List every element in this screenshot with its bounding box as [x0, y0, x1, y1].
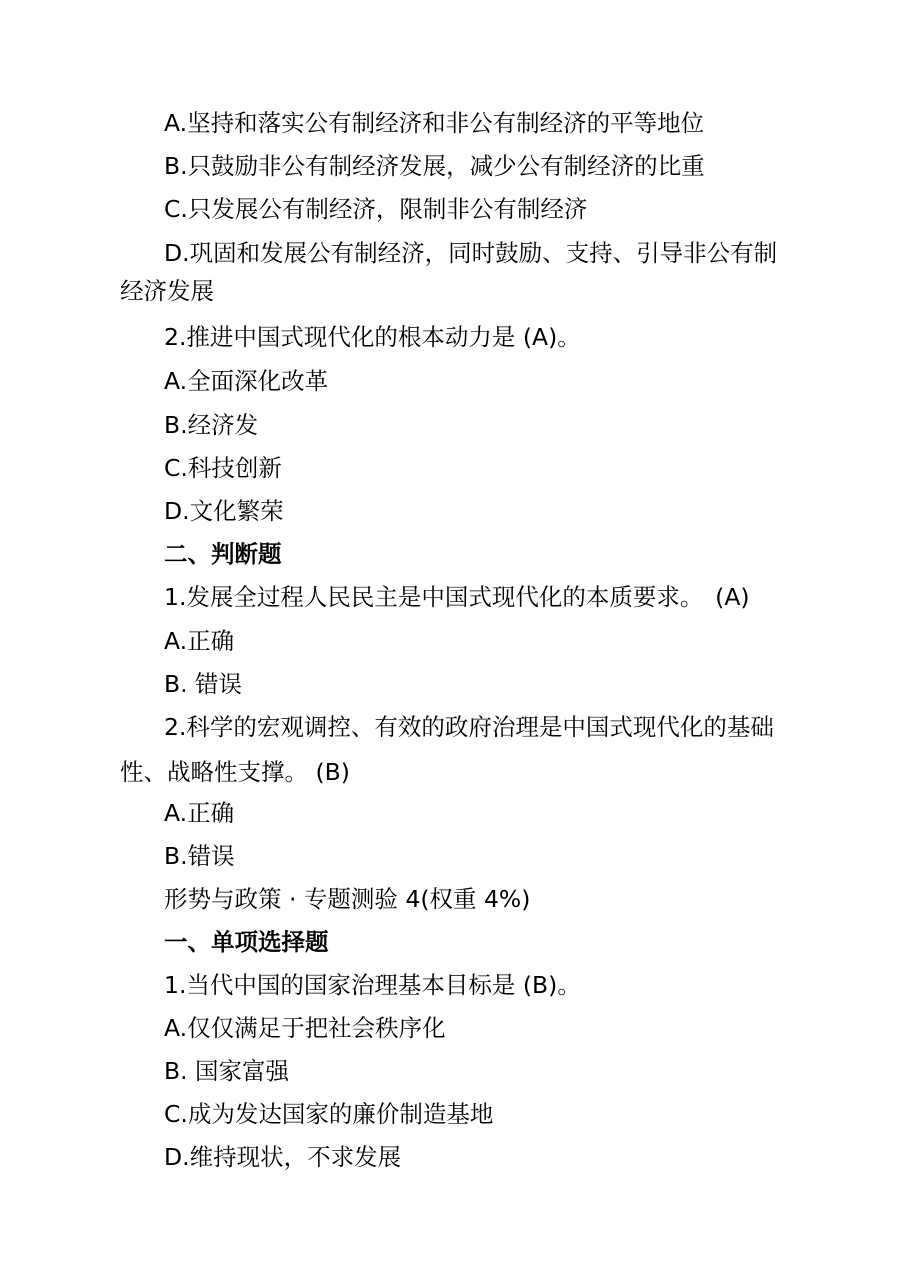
option-b: B. 错误 — [164, 670, 243, 698]
question-text: 1.发展全过程人民民主是中国式现代化的本质要求。 (A) — [164, 583, 750, 611]
option-c: C.成为发达国家的廉价制造基地 — [164, 1100, 494, 1128]
option-c: C.只发展公有制经济，限制非公有制经济 — [164, 195, 588, 223]
option-c: C.科技创新 — [164, 454, 282, 482]
question-text-continuation: 性、战略性支撑。 (B) — [120, 758, 350, 786]
question-text: 2.科学的宏观调控、有效的政府治理是中国式现代化的基础 — [164, 713, 774, 741]
option-b: B. 国家富强 — [164, 1057, 290, 1085]
option-d: D.巩固和发展公有制经济，同时鼓励、支持、引导非公有制 — [164, 239, 778, 267]
option-d: D.文化繁荣 — [164, 497, 284, 525]
section-heading: 一、单项选择题 — [164, 928, 329, 956]
option-b: B.经济发 — [164, 411, 259, 439]
option-a: A.坚持和落实公有制经济和非公有制经济的平等地位 — [164, 109, 705, 137]
option-a: A.全面深化改革 — [164, 367, 329, 395]
option-a: A.正确 — [164, 799, 235, 827]
option-b: B.只鼓励非公有制经济发展，减少公有制经济的比重 — [164, 152, 705, 180]
option-b: B.错误 — [164, 842, 235, 870]
option-a: A.正确 — [164, 627, 235, 655]
section-heading: 二、判断题 — [164, 540, 282, 568]
option-d-continuation: 经济发展 — [120, 277, 214, 305]
option-a: A.仅仅满足于把社会秩序化 — [164, 1014, 446, 1042]
question-text: 1.当代中国的国家治理基本目标是 (B)。 — [164, 971, 581, 999]
option-d: D.维持现状，不求发展 — [164, 1143, 402, 1171]
quiz-title: 形势与政策 · 专题测验 4(权重 4%) — [164, 885, 531, 913]
question-text: 2.推进中国式现代化的根本动力是 (A)。 — [164, 323, 581, 351]
